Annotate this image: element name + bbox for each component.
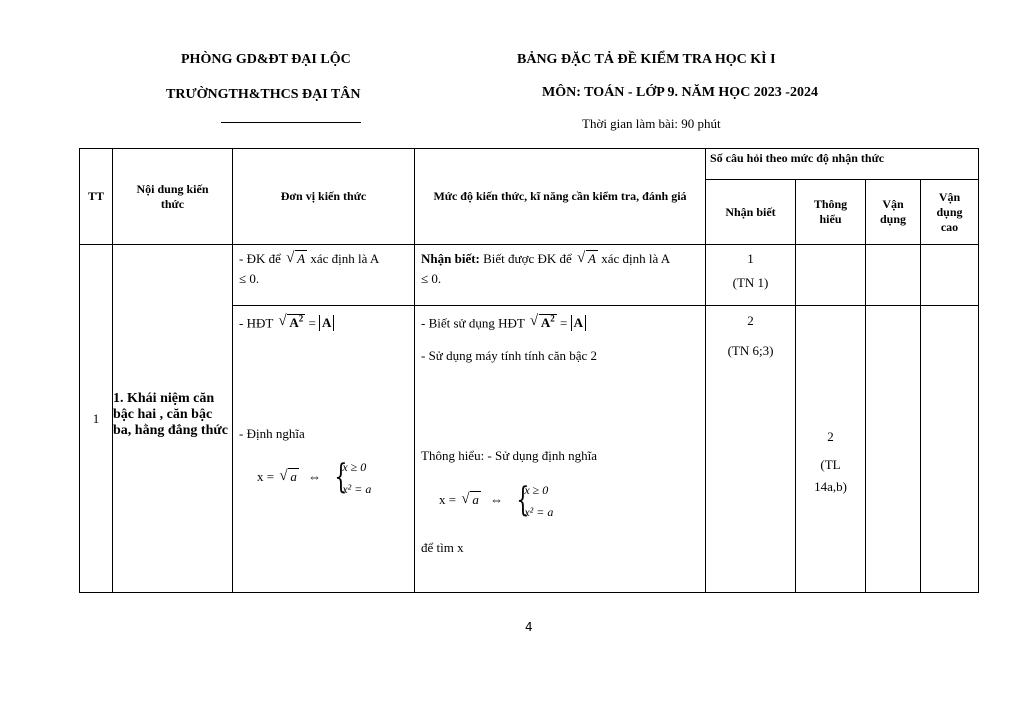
level-identity: [421, 314, 586, 331]
th-count: 2: [827, 429, 834, 444]
formula-system-2: { x ≥ 0 x² = a: [516, 480, 554, 520]
unit-condition: [233, 245, 415, 306]
page-number: 4: [525, 620, 533, 634]
unit-identity: [239, 314, 334, 331]
th-cell-2: [796, 306, 866, 593]
level-find-x: để tìm x: [421, 540, 464, 555]
row-tt: 1: [80, 245, 113, 593]
sqrt-a-var-2: A: [588, 251, 596, 266]
document-title: BẢNG ĐẶC TẢ ĐỀ KIỂM TRA HỌC KÌ I: [517, 52, 776, 67]
nb-cell-1: [706, 245, 796, 306]
specification-table: [79, 148, 979, 593]
hdt-exponent-2: 2: [550, 314, 555, 324]
nb2-count: 2: [747, 313, 754, 328]
hdt-base-2: A: [540, 315, 551, 331]
level-understand: Thông hiểu: - Sử dụng định nghĩa: [421, 448, 598, 463]
unit-condition-suffix: xác định là A: [310, 251, 380, 266]
header-tt: TT: [80, 149, 113, 245]
unit-identity-cell: [233, 306, 415, 593]
th-cell-1: [796, 245, 866, 306]
row-content-text: 1. Khái niệm căn bậc hai , căn bậc ba, hằng đẳng thức: [113, 390, 228, 438]
formula-sqrt-var: a: [290, 468, 297, 484]
level-recognize-ineq: ≤ 0.: [421, 271, 442, 286]
hdt-abs-value: A: [319, 315, 334, 331]
nb1-ref: (TN 1): [732, 275, 769, 290]
level-identity-cell: [415, 306, 706, 593]
sqrt-a-lower-symbol-2: √ a: [461, 490, 479, 507]
level-recognize: [415, 245, 706, 306]
level-identity-text: - Biết sử dụng HĐT: [421, 315, 525, 331]
unit-condition-prefix: - ĐK để: [239, 251, 281, 266]
formula-cond-1b: x ≥ 0: [524, 483, 549, 497]
formula-iff-2: ⇔: [490, 491, 504, 507]
vdc-cell-1: [921, 245, 979, 306]
subject-line: MÔN: TOÁN - LỚP 9. NĂM HỌC 2023 -2024: [542, 85, 818, 100]
exam-duration: Thời gian làm bài: 90 phút: [582, 116, 721, 131]
formula-system: { x ≥ 0 x² = a: [334, 457, 372, 497]
vd-cell-2: [866, 306, 921, 593]
hdt-base: A: [289, 315, 299, 331]
header-apply-high: Vận dụng cao: [921, 180, 979, 245]
sqrt-a-symbol: √ A: [286, 250, 306, 266]
nb2-ref: (TN 6;3): [727, 343, 774, 358]
unit-condition-ineq: ≤ 0.: [239, 271, 260, 286]
row-content: [113, 245, 233, 593]
header-content: Nội dung kiến thức: [113, 149, 233, 245]
level-calculator: - Sử dụng máy tính tính căn bậc 2: [421, 348, 598, 363]
sqrt-a2-symbol-2: √ $A^2$: [529, 313, 555, 331]
formula-x-eq: x =: [257, 468, 275, 484]
definition-formula-2: [439, 479, 553, 523]
header-count-group: Số câu hỏi theo mức độ nhận thức: [706, 149, 979, 180]
header-understand: Thông hiểu: [796, 180, 866, 245]
header-recognize: Nhận biết: [706, 180, 796, 245]
header-divider: [221, 122, 361, 123]
nb-cell-2: [706, 306, 796, 593]
hdt-exponent: 2: [298, 314, 304, 324]
formula-cond-2: x² = a: [342, 482, 372, 496]
header-unit: Đơn vị kiến thức: [233, 149, 415, 245]
formula-cond-1: x ≥ 0: [342, 460, 367, 474]
unit-definition: - Định nghĩa: [239, 426, 305, 441]
level-recognize-label: Nhận biết:: [421, 251, 480, 266]
hdt-equals: =: [308, 315, 316, 331]
sqrt-a-lower-symbol: √ a: [279, 467, 297, 484]
sqrt-a2-symbol: √ $A^2$: [278, 313, 304, 331]
nb1-count: 1: [747, 251, 754, 266]
formula-iff: ⇔: [308, 468, 322, 484]
formula-sqrt-var-2: a: [472, 491, 479, 507]
header-level: Mức độ kiến thức, kĩ năng cần kiểm tra, đánh giá: [415, 149, 706, 245]
sqrt-a-symbol-2: √ A: [577, 250, 596, 266]
definition-formula: [257, 456, 371, 500]
sqrt-a-var: A: [297, 251, 306, 266]
hdt-equals-2: =: [559, 315, 568, 331]
th-ref: (TL 14a,b): [814, 457, 847, 494]
vd-cell-1: [866, 245, 921, 306]
formula-cond-2b: x² = a: [524, 505, 554, 519]
vdc-cell-2: [921, 306, 979, 593]
header-apply: Vận dụng: [866, 180, 921, 245]
school-name: TRƯỜNGTH&THCS ĐẠI TÂN: [166, 87, 361, 102]
unit-identity-prefix: - HĐT: [239, 315, 274, 331]
level-recognize-text: Biết được ĐK để: [483, 251, 572, 266]
department-name: PHÒNG GD&ĐT ĐẠI LỘC: [181, 52, 351, 67]
formula-x-eq-2: x =: [439, 491, 457, 507]
hdt-abs-value-2: A: [571, 315, 586, 331]
level-recognize-suffix: xác định là A: [601, 251, 671, 266]
